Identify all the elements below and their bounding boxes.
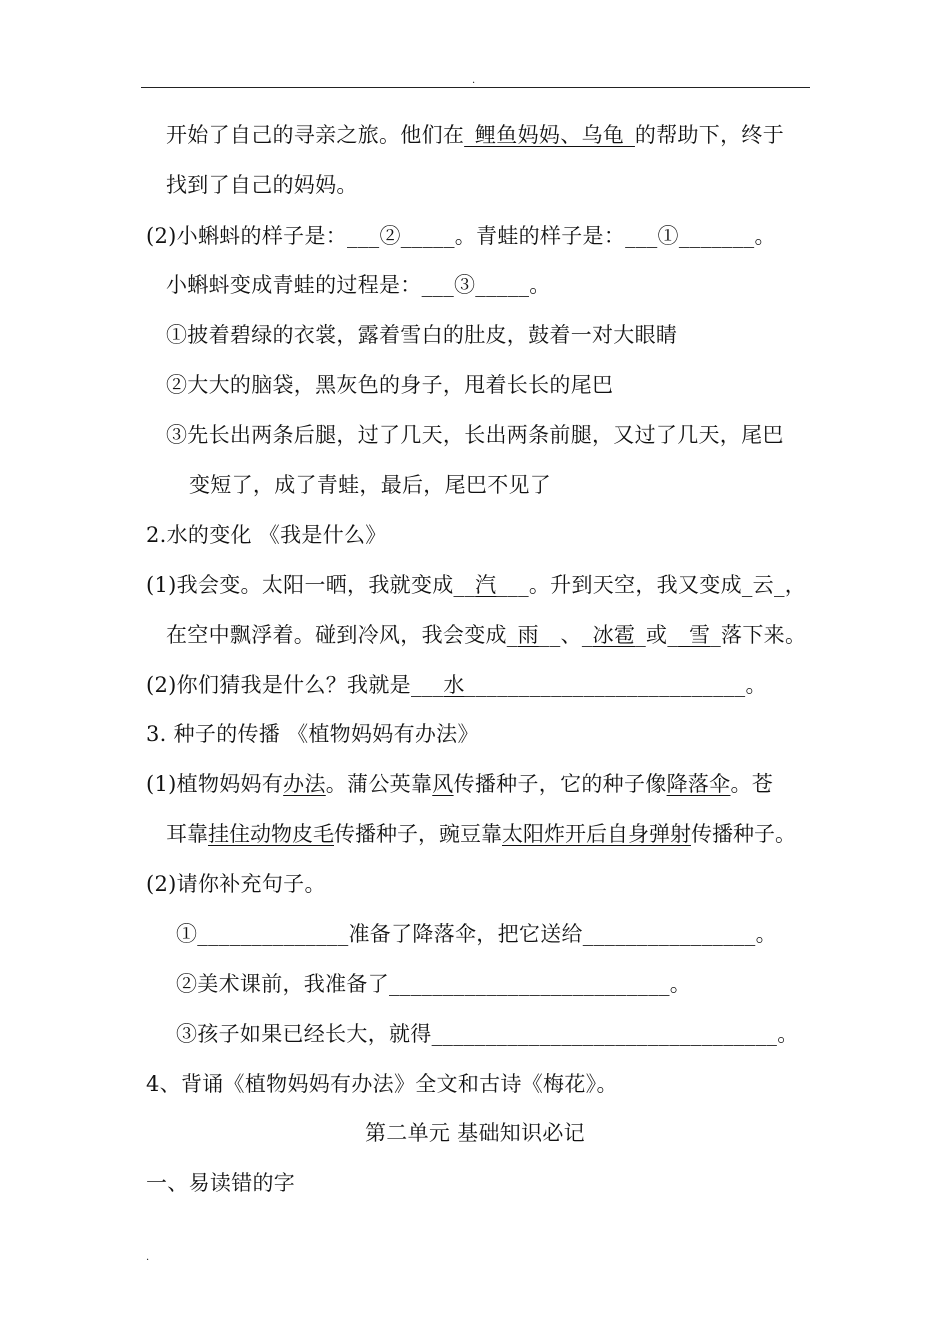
text-line-15 [166, 822, 796, 846]
answer-sun-burst: 太阳炸开后自身弹射 [502, 822, 691, 846]
line-15-text-e: 传播种子。 [691, 822, 796, 846]
line-15-text-a: 耳靠 [166, 822, 208, 846]
line-11-text-c: __、_ [538, 623, 593, 647]
answer-helpers: _鲤鱼妈妈、乌龟_ [464, 123, 635, 147]
line-10-text-a: (1)我会变。太阳一晒，我就变成__ [146, 573, 476, 597]
text-line-20: 4、背诵《植物妈妈有办法》全文和古诗《梅花》。 [146, 1072, 618, 1096]
answer-hail: 冰雹 [592, 623, 636, 647]
line-12-text-a: (2)你们猜我是什么？我就是___ [146, 673, 444, 697]
footer-dot: . [146, 1252, 150, 1263]
answer-parachute: 降落伞 [666, 772, 731, 796]
option-1: ①披着碧绿的衣裳，露着雪白的肚皮，鼓着一对大眼睛 [166, 323, 678, 347]
section-heading-water: 2.水的变化 《我是什么》 [146, 523, 387, 547]
line-14-text-g: 。苍 [730, 772, 774, 796]
header-rule [141, 87, 810, 88]
line-14-text-c: 。蒲公英靠 [325, 772, 433, 796]
answer-water: 水 [443, 673, 465, 697]
line-14-text-e: 传播种子，它的种子像 [453, 772, 667, 796]
answer-method: 办法 [283, 772, 326, 796]
text-line-11 [166, 623, 806, 647]
text-line-16: (2)请你补充句子。 [146, 872, 326, 896]
header-dot: . [472, 75, 476, 86]
line-11-text-e: _或_ [635, 623, 679, 647]
text-line-1 [166, 123, 784, 147]
line-11-text-a: 在空中飘浮着。碰到冷风，我会变成_ [166, 623, 518, 647]
text-line-3: (2)小蝌蚪的样子是：___②_____。青蛙的样子是：___①_______。 [146, 224, 776, 248]
section-heading-seeds: 3. 种子的传播 《植物妈妈有办法》 [146, 722, 479, 746]
fill-in-2: ②美术课前，我准备了__________________________。 [176, 972, 692, 996]
answer-vapor: 汽 [475, 573, 497, 597]
line-1-text-c: 的帮助下，终于 [634, 123, 785, 147]
unit-title: 第二单元 基础知识必记 [365, 1121, 585, 1145]
section-heading-misread: 一、易读错的字 [146, 1171, 296, 1195]
text-line-2: 找到了自己的妈妈。 [166, 173, 358, 197]
option-3: ③先长出两条后腿，过了几天，长出两条前腿，又过了几天，尾巴 [166, 423, 784, 447]
answer-rain: 雨 [517, 623, 539, 647]
line-10-text-c: ___。升到天空，我又变成_云_， [496, 573, 807, 597]
line-11-text-g: _落下来。 [710, 623, 807, 647]
text-line-4: 小蝌蚪变成青蛙的过程是：___③_____。 [166, 273, 551, 297]
line-14-text-a: (1)植物妈妈有 [146, 772, 284, 796]
text-line-14 [146, 772, 773, 796]
text-line-10 [146, 573, 806, 597]
answer-snow: _雪 [678, 623, 711, 647]
line-12-text-c: __________________________。 [464, 673, 767, 697]
option-2: ②大大的脑袋，黑灰色的身子，甩着长长的尾巴 [166, 373, 614, 397]
line-1-text-a: 开始了自己的寻亲之旅。他们在 [166, 123, 465, 147]
fill-in-1: ①______________准备了降落伞，把它送给________________。 [176, 922, 777, 946]
line-15-text-c: 传播种子，豌豆靠 [334, 822, 502, 846]
fill-in-3: ③孩子如果已经长大，就得________________________________。 [176, 1022, 799, 1046]
answer-animal-fur: 挂住动物皮毛 [208, 822, 334, 846]
text-line-12 [146, 673, 767, 697]
option-3-continued: 变短了，成了青蛙，最后，尾巴不见了 [189, 473, 552, 497]
answer-wind: 风 [432, 772, 454, 796]
